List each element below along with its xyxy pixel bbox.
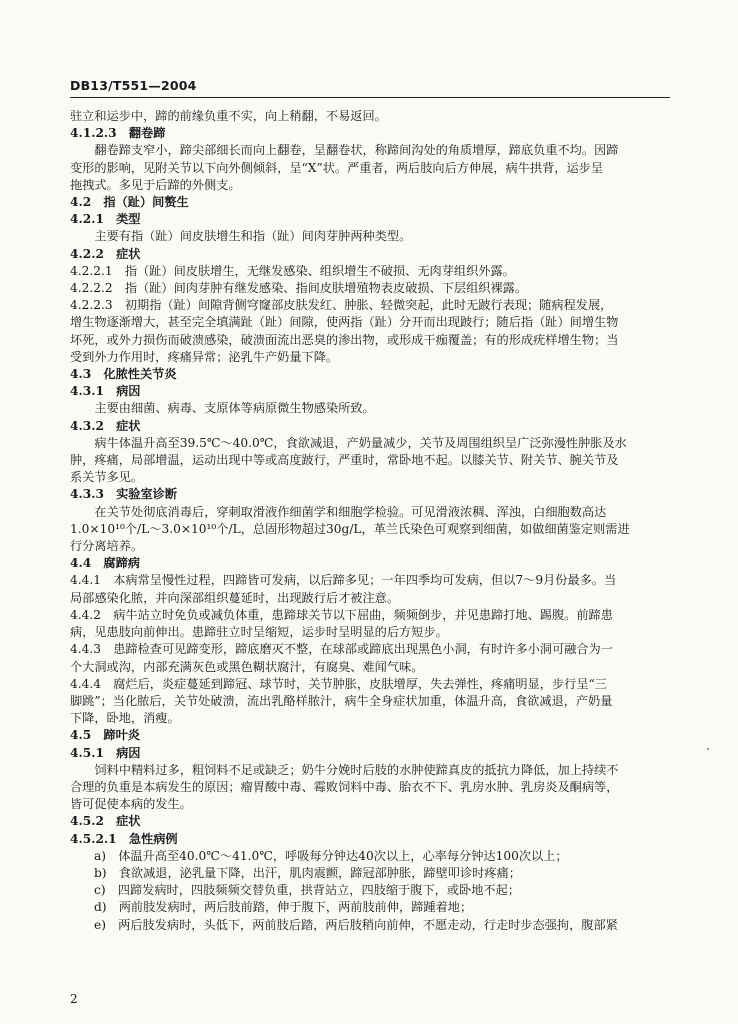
text-line: 下降，卧地，消瘦。 bbox=[70, 711, 180, 726]
text-line: 4.2.2.1 指（趾）间皮肤增生，无继发感染、组织增生不破损、无肉芽组织外露。 bbox=[70, 263, 515, 278]
text-line: 皆可促使本病的发生。 bbox=[70, 797, 192, 812]
document-body bbox=[70, 108, 662, 934]
text-line: 翻卷蹄支窄小，蹄尖部细长而向上翻卷，呈翻卷状，称蹄间沟处的角质增厚，蹄底负重不均。因蹄 bbox=[94, 143, 619, 158]
text-line: 4.4.4 腐烂后，炎症蔓延到蹄冠、球节时，关节肿胀，皮肤增厚，失去弹性，疼痛明显，步行呈“三 bbox=[70, 676, 607, 691]
text-line: 主要由细菌、病毒、支原体等病原微生物感染所致。 bbox=[94, 401, 375, 416]
section-heading: 4.3 化脓性关节炎 bbox=[70, 367, 177, 382]
section-heading: 4.3.3 实验室诊断 bbox=[70, 487, 178, 502]
scan-speck bbox=[707, 748, 709, 750]
text-line: 行分离培养。 bbox=[70, 539, 144, 554]
text-line: 在关节处彻底消毒后，穿刺取滑液作细菌学和细胞学检验。可见滑液浓稠、浑浊，白细胞数高达 bbox=[94, 504, 607, 519]
text-line: e) 两后肢发病时，头低下，两前肢后踏，两后肢稍向前伸，不愿走动，行走时步态强拘，腹部紧 bbox=[94, 917, 618, 932]
section-heading: 4.2.1 类型 bbox=[70, 212, 141, 227]
page-number: 2 bbox=[70, 992, 78, 1006]
section-heading: 4.5.2 症状 bbox=[70, 814, 141, 829]
text-line: 4.4.2 病牛站立时免负或减负体重，患蹄球关节以下屈曲，频频倒步，并见患蹄打地、踢腹。前蹄患 bbox=[70, 607, 613, 622]
text-line: 1.0×10¹⁰个/L～3.0×10¹⁰个/L，总固形物超过30g/L，革兰氏染色可观察到细菌，如做细菌鉴定则需进 bbox=[70, 521, 630, 536]
section-heading: 4.3.2 症状 bbox=[70, 418, 141, 433]
text-line: 个大洞或沟，内部充满灰色或黑色糊状腐汁，有腐臭、难闻气味。 bbox=[70, 659, 424, 674]
text-line: 驻立和运步中，蹄的前缘负重不实，向上稍翻，不易返回。 bbox=[70, 109, 387, 123]
text-line: 坏死，或外力损伤而破溃感染，破溃面流出恶臭的渗出物，或形成干痂覆盖；有的形成疣样增生物；当 bbox=[70, 332, 619, 347]
text-line: 病，见患肢向前伸出。患蹄驻立时呈缩短，运步时呈明显的后方短步。 bbox=[70, 625, 448, 640]
text-line: 局部感染化脓，并向深部组织蔓延时，出现跛行后才被注意。 bbox=[70, 590, 400, 605]
text-line: 饲料中精料过多，粗饲料不足或缺乏；奶牛分娩时后肢的水肿使蹄真皮的抵抗力降低，加上持续不 bbox=[94, 762, 619, 777]
section-heading: 4.1.2.3 翻卷蹄 bbox=[70, 126, 166, 141]
text-line: 主要有指（趾）间皮肤增生和指（趾）间肉芽肿两种类型。 bbox=[94, 229, 412, 244]
text-line: c) 四蹄发病时，四肢频频交替负重，拱背站立，四肢缩于腹下，或卧地不起； bbox=[94, 883, 520, 898]
text-line: 合理的负重是本病发生的原因；瘤胃酸中毒、霉败饲料中毒、胎衣不下、乳房水肿、乳房炎及酮病等， bbox=[70, 779, 619, 794]
section-heading: 4.2.2 症状 bbox=[70, 246, 141, 261]
text-line: 拖拽式。多见于后蹄的外侧支。 bbox=[70, 177, 241, 192]
section-heading: 4.5 蹄叶炎 bbox=[70, 728, 140, 743]
text-line: 脚跳”；当化脓后，关节处破溃，流出乳酪样脓汁，病牛全身症状加重，体温升高，食欲减退，产奶量 bbox=[70, 693, 613, 708]
text-line: 系关节多见。 bbox=[70, 470, 144, 485]
section-heading: 4.4 腐蹄病 bbox=[70, 556, 140, 571]
text-line: 病牛体温升高至39.5℃～40.0℃，食欲减退，产奶量减少，关节及周围组织呈广泛弥漫性肿胀及水 bbox=[94, 435, 627, 450]
section-heading: 4.5.1 病因 bbox=[70, 745, 141, 760]
header-rule bbox=[70, 97, 670, 98]
text-line: 4.2.2.3 初期指（趾）间隙背侧穹窿部皮肤发红、肿胀、轻微突起，此时无跛行表现；随病程发展， bbox=[70, 298, 613, 313]
text-line: 4.2.2.2 指（趾）间肉芽肿有继发感染、指间皮肤增殖物表皮破损、下层组织裸露。 bbox=[70, 281, 528, 296]
standard-code: DB13/T551—2004 bbox=[70, 78, 197, 93]
text-line: 变形的影响，见附关节以下向外侧倾斜，呈“X”状。严重者，两后肢向后方伸展，病牛拱背，运步呈 bbox=[70, 160, 604, 175]
text-line: 4.4.1 本病常呈慢性过程，四蹄皆可发病，以后蹄多见；一年四季均可发病，但以7～9月份最多。当 bbox=[70, 573, 617, 588]
text-line: 肿，疼痛，局部增温，运动出现中等或高度跛行，严重时，常卧地不起。以膝关节、附关节、腕关节及 bbox=[70, 453, 619, 468]
section-heading: 4.2 指（趾）间赘生 bbox=[70, 195, 189, 210]
text-line: d) 两前肢发病时，两后肢前踏，伸于腹下，两前肢前伸，蹄踵着地； bbox=[94, 900, 473, 915]
text-line: 4.4.3 患蹄检查可见蹄变形，蹄底磨灭不整，在球部或蹄底出现黑色小洞，有时许多小洞可融合为一 bbox=[70, 642, 613, 657]
text-line: 增生物逐渐增大，甚至完全填满趾（趾）间隙，使两指（趾）分开而出现跛行；随后指（趾）间增生物 bbox=[70, 315, 619, 330]
section-heading: 4.3.1 病因 bbox=[70, 384, 141, 399]
page-header bbox=[70, 78, 670, 100]
text-line: b) 食欲减退，泌乳量下降，出汗，肌肉震颤，蹄冠部肿胀，蹄壁叩诊时疼痛； bbox=[94, 865, 521, 880]
section-heading: 4.5.2.1 急性病例 bbox=[70, 831, 178, 846]
text-line: 受到外力作用时，疼痛异常；泌乳牛产奶量下降。 bbox=[70, 349, 339, 364]
text-line: a) 体温升高至40.0℃～41.0℃，呼吸每分钟达40次以上，心率每分钟达100次以上； bbox=[94, 848, 568, 863]
